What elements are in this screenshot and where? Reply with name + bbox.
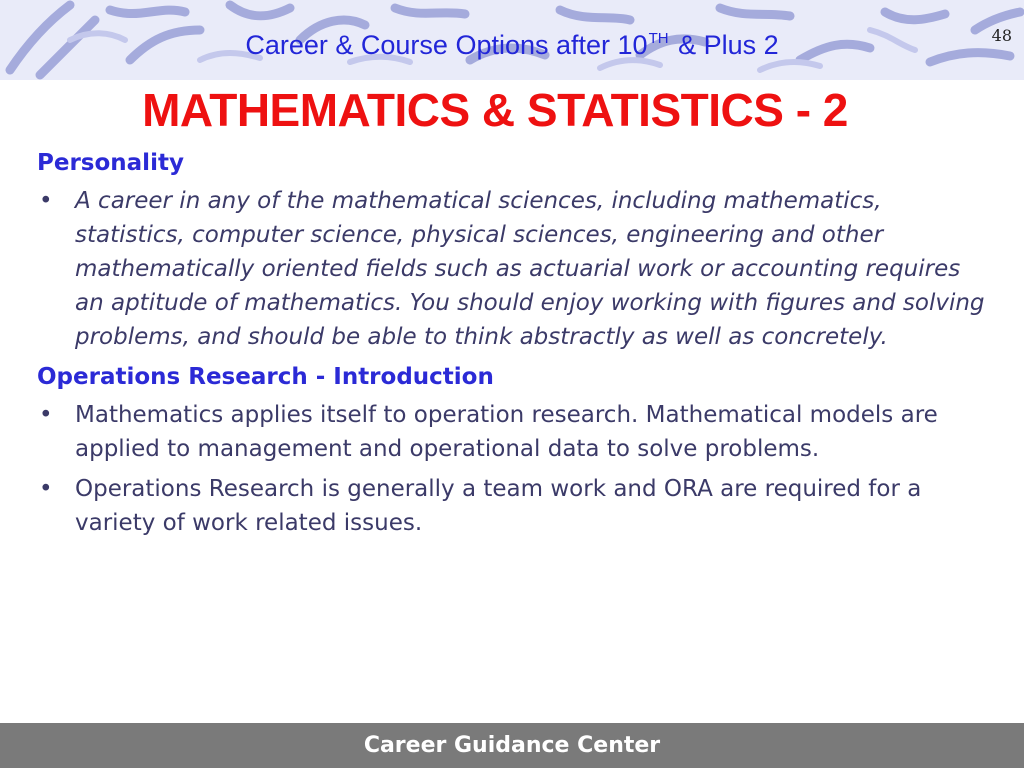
bullet-icon: • <box>39 402 53 428</box>
bullet-icon: • <box>39 476 53 502</box>
list-item <box>37 184 987 354</box>
header-title-suffix: & Plus 2 <box>670 30 779 60</box>
header-title-superscript: TH <box>648 30 669 47</box>
operations-research-text-2: Operations Research is generally a team work and ORA are required for a variety of work related issues. <box>75 476 922 536</box>
operations-research-list <box>37 398 987 540</box>
slide-title: MATHEMATICS & STATISTICS - 2 <box>142 84 848 136</box>
list-item <box>37 398 987 466</box>
slide-number: 48 <box>991 26 1012 45</box>
personality-heading: Personality <box>37 150 184 176</box>
slide-content <box>37 146 987 546</box>
bullet-icon: • <box>39 188 53 214</box>
list-item <box>37 472 987 540</box>
footer-bar <box>0 723 1024 768</box>
header-title <box>0 30 1024 61</box>
header-title-main: Career & Course Options after 10 <box>245 30 648 60</box>
operations-research-text-1: Mathematics applies itself to operation research. Mathematical models are applied to management and operational data to solve problems. <box>75 402 938 462</box>
personality-text: A career in any of the mathematical sciences, including mathematics, statistics, computer science, physical sciences, engineering and other mathematically oriented fields such as actuarial work or accounting requires an aptitude of mathematics. You should enjoy working with figures and solving problems, and should be able to think abstractly as well as concretely. <box>75 188 985 350</box>
personality-list <box>37 184 987 354</box>
operations-research-heading: Operations Research - Introduction <box>37 364 494 390</box>
footer-text: Career Guidance Center <box>363 733 661 758</box>
